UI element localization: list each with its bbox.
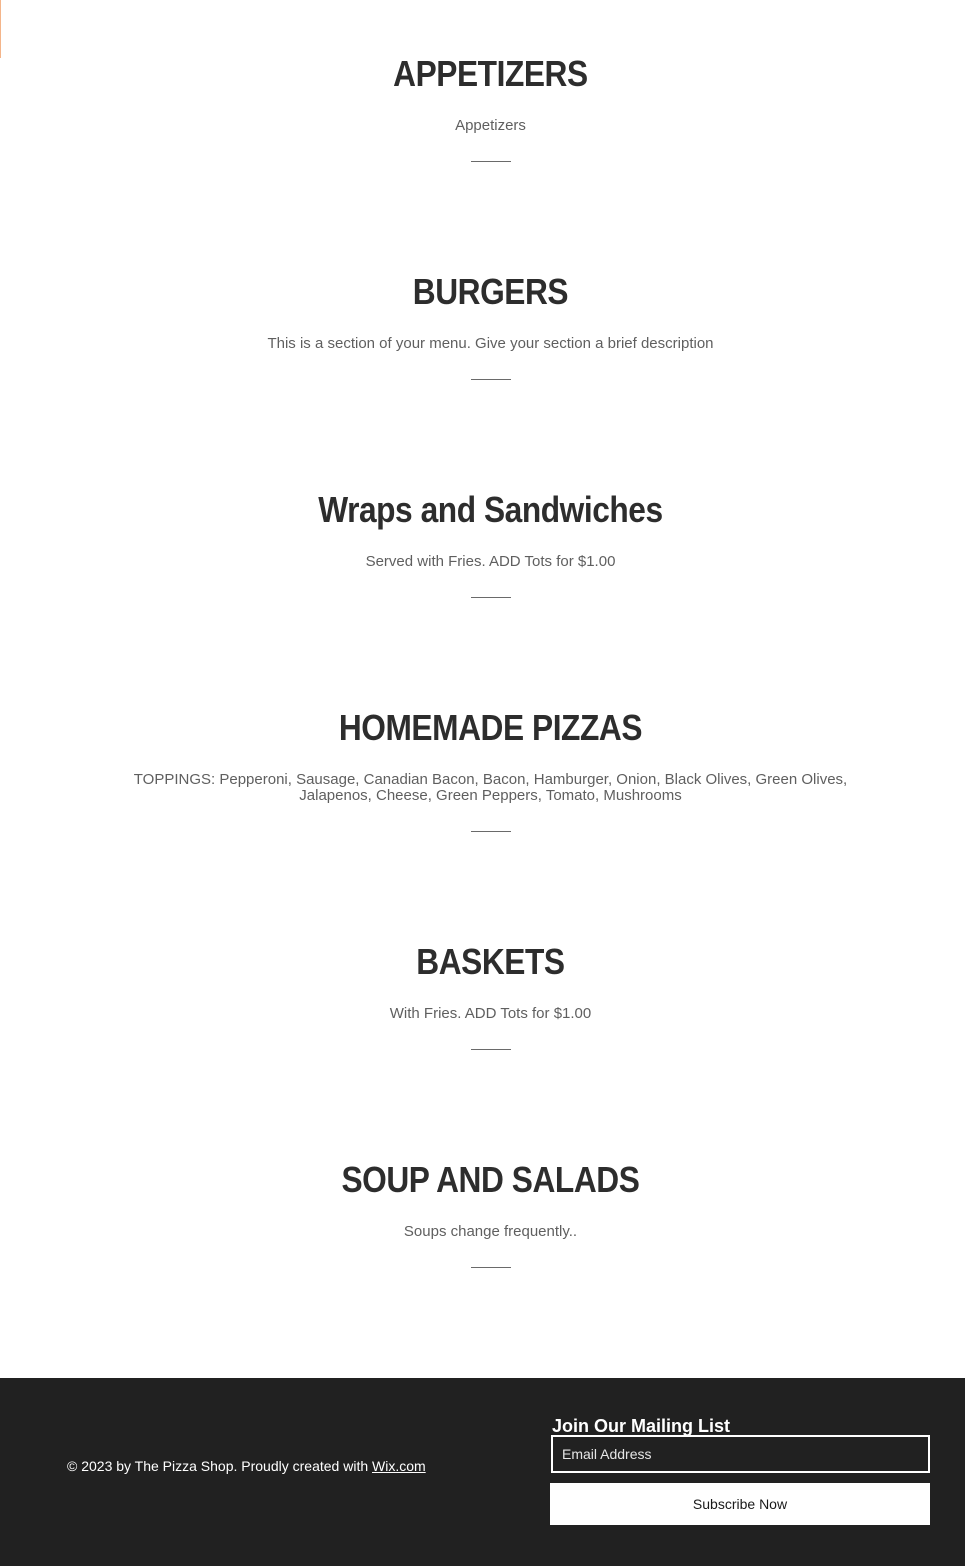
section-title: APPETIZERS xyxy=(393,53,588,94)
section-description: This is a section of your menu. Give your section a brief description xyxy=(267,335,714,352)
section-description: Served with Fries. ADD Tots for $1.00 xyxy=(365,553,616,570)
section-divider xyxy=(471,161,511,162)
email-field[interactable] xyxy=(551,1435,930,1473)
section-description: Appetizers xyxy=(455,117,526,134)
section-description: With Fries. ADD Tots for $1.00 xyxy=(389,1005,592,1022)
section-title: BURGERS xyxy=(412,271,569,312)
section-title: BASKETS xyxy=(416,941,565,982)
section-divider xyxy=(471,831,511,832)
section-divider xyxy=(471,379,511,380)
section-title: HOMEMADE PIZZAS xyxy=(338,707,643,748)
subscribe-button[interactable]: Subscribe Now xyxy=(550,1483,930,1525)
section-divider xyxy=(471,1267,511,1268)
section-title: SOUP AND SALADS xyxy=(341,1159,640,1200)
copyright-text: © 2023 by The Pizza Shop. Proudly created with xyxy=(67,1458,373,1474)
section-divider xyxy=(471,597,511,598)
section-title: Wraps and Sandwiches xyxy=(318,489,663,530)
section-divider xyxy=(471,1049,511,1050)
wix-link[interactable]: Wix.com xyxy=(372,1458,426,1474)
copyright-notice xyxy=(67,1458,426,1474)
site-footer xyxy=(0,1378,965,1566)
mailing-list-title: Join Our Mailing List xyxy=(552,1416,731,1436)
section-description: Soups change frequently.. xyxy=(403,1223,578,1240)
section-description: TOPPINGS: Pepperoni, Sausage, Canadian Bacon, Bacon, Hamburger, Onion, Black Olives, Green Olives, Jalapenos, Cheese, Green Peppers, Tomato, Mushrooms xyxy=(133,771,848,804)
